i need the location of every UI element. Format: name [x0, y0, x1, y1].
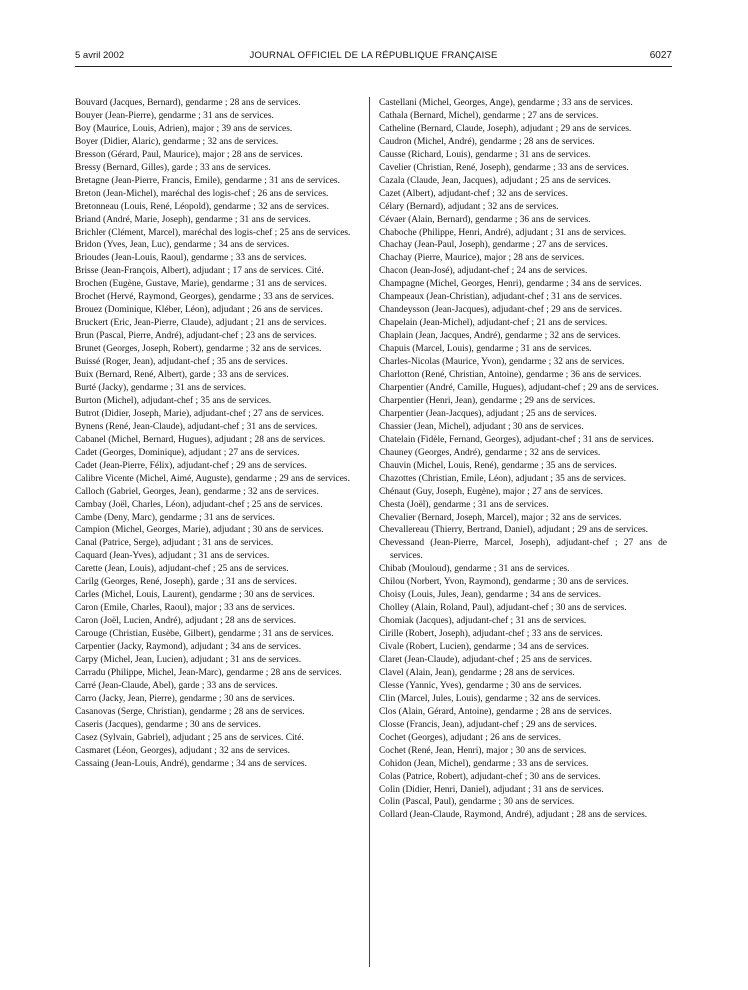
- list-item: Chibab (Mouloud), gendarme ; 31 ans de services.: [379, 564, 570, 575]
- list-item: Chomiak (Jacques), adjudant-chef ; 31 ans de services.: [379, 616, 587, 627]
- list-item: Cabanel (Michel, Bernard, Hugues), adjudant ; 28 ans de services.: [75, 434, 326, 445]
- list-item: Colin (Pascal, Paul), gendarme ; 30 ans de services.: [379, 797, 575, 808]
- header-rule: [75, 66, 672, 67]
- page-header: [75, 50, 672, 64]
- list-item: Civale (Robert, Lucien), gendarme ; 34 ans de services.: [379, 642, 589, 653]
- list-item: Carro (Jacky, Jean, Pierre), gendarme ; 30 ans de services.: [75, 693, 295, 704]
- list-item: Casmaret (Léon, Georges), adjudant ; 32 ans de services.: [75, 745, 290, 756]
- list-item: Briand (André, Marie, Joseph), gendarme ; 31 ans de services.: [75, 214, 311, 225]
- list-item: Caquard (Jean-Yves), adjudant ; 31 ans de services.: [75, 551, 270, 562]
- list-item: Charpentier (Jean-Jacques), adjudant ; 25 ans de services.: [379, 408, 597, 419]
- list-item: Cadet (Georges, Dominique), adjudant ; 27 ans de services.: [75, 447, 300, 458]
- list-item: Brichler (Clément, Marcel), maréchal des logis-chef ; 25 ans de services.: [75, 227, 351, 238]
- list-item: Cholley (Alain, Roland, Paul), adjudant-chef ; 30 ans de services.: [379, 603, 627, 614]
- list-item: Boy (Maurice, Louis, Adrien), major ; 39 ans de services.: [75, 123, 293, 134]
- list-item: Bruckert (Eric, Jean-Pierre, Claude), adjudant ; 21 ans de services.: [75, 318, 327, 329]
- list-item: Breton (Jean-Michel), maréchal des logis-chef ; 26 ans de services.: [75, 188, 329, 199]
- list-item: Colin (Didier, Henri, Daniel), adjudant ; 31 ans de services.: [379, 784, 604, 795]
- list-item: Chazottes (Christian, Emile, Léon), adjudant ; 35 ans de services.: [379, 473, 627, 484]
- list-item: Caudron (Michel, André), gendarme ; 28 ans de services.: [379, 136, 595, 147]
- list-item: Célary (Bernard), adjudant ; 32 ans de services.: [379, 201, 559, 212]
- list-item: Calloch (Gabriel, Georges, Jean), gendarme ; 32 ans de services.: [75, 486, 319, 497]
- list-item: Bretonneau (Louis, René, Léopold), gendarme ; 32 ans de services.: [75, 201, 329, 212]
- list-item: Cambay (Joël, Charles, Léon), adjudant-chef ; 25 ans de services.: [75, 499, 323, 510]
- list-item: Cirille (Robert, Joseph), adjudant-chef ; 33 ans de services.: [379, 629, 603, 640]
- list-item: Buissé (Roger, Jean), adjudant-chef ; 35 ans de services.: [75, 357, 288, 368]
- list-item: Carouge (Christian, Eusèbe, Gilbert), gendarme ; 31 ans de services.: [75, 629, 334, 640]
- list-item: Cassaing (Jean-Louis, André), gendarme ; 34 ans de services.: [75, 758, 307, 769]
- list-item: Chaplain (Jean, Jacques, André), gendarme ; 32 ans de services.: [379, 331, 621, 342]
- list-item: Chevalier (Bernard, Joseph, Marcel), major ; 32 ans de services.: [379, 512, 622, 523]
- list-item: Carette (Jean, Louis), adjudant-chef ; 25 ans de services.: [75, 564, 289, 575]
- list-item: Chachay (Jean-Paul, Joseph), gendarme ; 27 ans de services.: [379, 240, 608, 251]
- list-item: Chauvin (Michel, Louis, René), gendarme ; 35 ans de services.: [379, 460, 617, 471]
- list-item: Chatelain (Fidèle, Fernand, Georges), adjudant-chef ; 31 ans de services.: [379, 434, 654, 445]
- list-item: Bresson (Gérard, Paul, Maurice), major ; 28 ans de services.: [75, 149, 303, 160]
- list-item: Burté (Jacky), gendarme ; 31 ans de services.: [75, 382, 247, 393]
- list-item: Clin (Marcel, Jules, Louis), gendarme ; 32 ans de services.: [379, 693, 601, 704]
- list-item: Catheline (Bernard, Claude, Joseph), adjudant ; 29 ans de services.: [379, 123, 632, 134]
- left-column: [75, 97, 363, 771]
- list-item: Charpentier (André, Camille, Hugues), adjudant-chef ; 29 ans de services.: [379, 382, 659, 393]
- list-item: Calibre Vicente (Michel, Aimé, Auguste), gendarme ; 29 ans de services.: [75, 473, 350, 484]
- publication-date: 5 avril 2002: [75, 50, 125, 61]
- list-item: Cazet (Albert), adjudant-chef ; 32 ans de services.: [379, 188, 568, 199]
- list-item: Causse (Richard, Louis), gendarme ; 31 ans de services.: [379, 149, 591, 160]
- list-item: Chachay (Pierre, Maurice), major ; 28 ans de services.: [379, 253, 585, 264]
- list-item: Bridon (Yves, Jean, Luc), gendarme ; 34 ans de services.: [75, 240, 290, 251]
- list-item: Clesse (Yannic, Yves), gendarme ; 30 ans de services.: [379, 680, 582, 691]
- list-item: Chauney (Georges, André), gendarme ; 32 ans de services.: [379, 447, 601, 458]
- list-item: Canal (Patrice, Serge), adjudant ; 31 ans de services.: [75, 538, 274, 549]
- list-item: Boyer (Didier, Alaric), gendarme ; 32 ans de services.: [75, 136, 279, 147]
- list-item: Cochet (René, Jean, Henri), major ; 30 ans de services.: [379, 745, 587, 756]
- list-item: Cavelier (Christian, René, Joseph), gendarme ; 33 ans de services.: [379, 162, 629, 173]
- list-item: Carpy (Michel, Jean, Lucien), adjudant ; 31 ans de services.: [75, 654, 302, 665]
- list-item: Castellani (Michel, Georges, Ange), gendarme ; 33 ans de services.: [379, 98, 633, 108]
- list-item: Cohidon (Jean, Michel), gendarme ; 33 ans de services.: [379, 758, 589, 769]
- list-item: Caron (Emile, Charles, Raoul), major ; 33 ans de services.: [75, 603, 295, 614]
- list-item: Bouyer (Jean-Pierre), gendarme ; 31 ans de services.: [75, 110, 274, 121]
- list-item: Chénaut (Guy, Joseph, Eugène), major ; 27 ans de services.: [379, 486, 603, 497]
- list-item: Brisse (Jean-François, Albert), adjudant ; 17 ans de services. Cité.: [75, 266, 324, 277]
- list-item: Charles-Nicolas (Maurice, Yvon), gendarme ; 32 ans de services.: [379, 357, 625, 368]
- list-item: Charlotton (René, Christian, Antoine), gendarme ; 36 ans de services.: [379, 370, 642, 381]
- list-item: Casez (Sylvain, Gabriel), adjudant ; 25 ans de services. Cité.: [75, 732, 304, 743]
- list-item: Brochet (Hervé, Raymond, Georges), gendarme ; 33 ans de services.: [75, 292, 335, 303]
- journal-title: JOURNAL OFFICIEL DE LA RÉPUBLIQUE FRANÇAISE: [249, 50, 498, 61]
- list-item: Chacon (Jean-José), adjudant-chef ; 24 ans de services.: [379, 266, 588, 277]
- list-item: Chevallereau (Thierry, Bertrand, Daniel), adjudant ; 29 ans de services.: [379, 525, 649, 536]
- list-item: Collard (Jean-Claude, Raymond, André), adjudant ; 28 ans de services.: [379, 810, 648, 821]
- list-item: Clavel (Alain, Jean), gendarme ; 28 ans de services.: [379, 667, 575, 678]
- list-item: Colas (Patrice, Robert), adjudant-chef ; 30 ans de services.: [379, 771, 601, 782]
- list-item: Cambe (Deny, Marc), gendarme ; 31 ans de services.: [75, 512, 275, 523]
- list-item: Buix (Bernard, René, Albert), garde ; 33 ans de services.: [75, 370, 289, 381]
- page-number: 6027: [649, 50, 672, 61]
- list-item: Bynens (René, Jean-Claude), adjudant-chef ; 31 ans de services.: [75, 421, 318, 432]
- list-item: Burton (Michel), adjudant-chef ; 35 ans de services.: [75, 395, 272, 406]
- list-item: Carré (Jean-Claude, Abel), garde ; 33 ans de services.: [75, 680, 278, 691]
- list-item: Claret (Jean-Claude), adjudant-chef ; 25 ans de services.: [379, 654, 593, 665]
- list-item: Cadet (Jean-Pierre, Félix), adjudant-chef ; 29 ans de services.: [75, 460, 307, 471]
- list-item: Chandeysson (Jean-Jacques), adjudant-chef ; 29 ans de services.: [379, 305, 622, 316]
- list-item: Closse (Francis, Jean), adjudant-chef ; 29 ans de services.: [379, 719, 597, 730]
- list-item: Choisy (Louis, Jules, Jean), gendarme ; 34 ans de services.: [379, 590, 601, 601]
- list-item: Carles (Michel, Louis, Laurent), gendarme ; 30 ans de services.: [75, 590, 315, 601]
- list-item: Bretagne (Jean-Pierre, Francis, Emile), gendarme ; 31 ans de services.: [75, 175, 340, 186]
- list-item: Brioudes (Jean-Louis, Raoul), gendarme ; 33 ans de services.: [75, 253, 307, 264]
- list-item: Chesta (Joël), gendarme ; 31 ans de services.: [379, 499, 549, 510]
- list-item: Chevessand (Jean-Pierre, Marcel, Joseph), adjudant-chef ; 27 ans de services.: [379, 538, 667, 562]
- column-divider: [369, 97, 370, 967]
- list-item: Campion (Michel, Georges, Marie), adjudant ; 30 ans de services.: [75, 525, 324, 536]
- list-item: Chapelain (Jean-Michel), adjudant-chef ; 21 ans de services.: [379, 318, 608, 329]
- list-item: Charpentier (Henri, Jean), gendarme ; 29 ans de services.: [379, 395, 596, 406]
- list-item: Chapuis (Marcel, Louis), gendarme ; 31 ans de services.: [379, 344, 592, 355]
- list-item: Brunet (Georges, Joseph, Robert), gendarme ; 32 ans de services.: [75, 344, 322, 355]
- list-item: Caron (Joël, Lucien, André), adjudant ; 28 ans de services.: [75, 616, 296, 627]
- list-item: Brun (Pascal, Pierre, André), adjudant-chef ; 23 ans de services.: [75, 331, 317, 342]
- list-item: Cochet (Georges), adjudant ; 26 ans de services.: [379, 732, 561, 743]
- list-item: Butrot (Didier, Joseph, Marie), adjudant-chef ; 27 ans de services.: [75, 408, 324, 419]
- list-item: Brochen (Eugène, Gustave, Marie), gendarme ; 31 ans de services.: [75, 279, 327, 290]
- list-item: Carilg (Georges, René, Joseph), garde ; 31 ans de services.: [75, 577, 297, 588]
- list-item: Chilou (Norbert, Yvon, Raymond), gendarme ; 30 ans de services.: [379, 577, 629, 588]
- list-item: Bressy (Bernard, Gilles), garde ; 33 ans de services.: [75, 162, 271, 173]
- list-item: Cévaer (Alain, Bernard), gendarme ; 36 ans de services.: [379, 214, 591, 225]
- right-column: [379, 97, 667, 822]
- list-item: Bouvard (Jacques, Bernard), gendarme ; 28 ans de services.: [75, 98, 301, 108]
- list-item: Caseris (Jacques), gendarme ; 30 ans de services.: [75, 719, 261, 730]
- list-item: Cazala (Claude, Jean, Jacques), adjudant ; 25 ans de services.: [379, 175, 611, 186]
- list-item: Carradu (Philippe, Michel, Jean-Marc), gendarme ; 28 ans de services.: [75, 667, 342, 678]
- list-item: Champeaux (Jean-Christian), adjudant-chef ; 31 ans de services.: [379, 292, 622, 303]
- list-item: Casanovas (Serge, Christian), gendarme ; 28 ans de services.: [75, 706, 305, 717]
- list-item: Clos (Alain, Gérard, Antoine), gendarme ; 28 ans de services.: [379, 706, 612, 717]
- list-item: Cathala (Bernard, Michel), gendarme ; 27 ans de services.: [379, 110, 599, 121]
- list-item: Champagne (Michel, Georges, Henri), gendarme ; 34 ans de services.: [379, 279, 642, 290]
- list-item: Chassier (Jean, Michel), adjudant ; 30 ans de services.: [379, 421, 584, 432]
- list-item: Brouez (Dominique, Kléber, Léon), adjudant ; 26 ans de services.: [75, 305, 323, 316]
- list-item: Chaboche (Philippe, Henri, André), adjudant ; 31 ans de services.: [379, 227, 627, 238]
- list-item: Carpentier (Jacky, Raymond), adjudant ; 34 ans de services.: [75, 642, 302, 653]
